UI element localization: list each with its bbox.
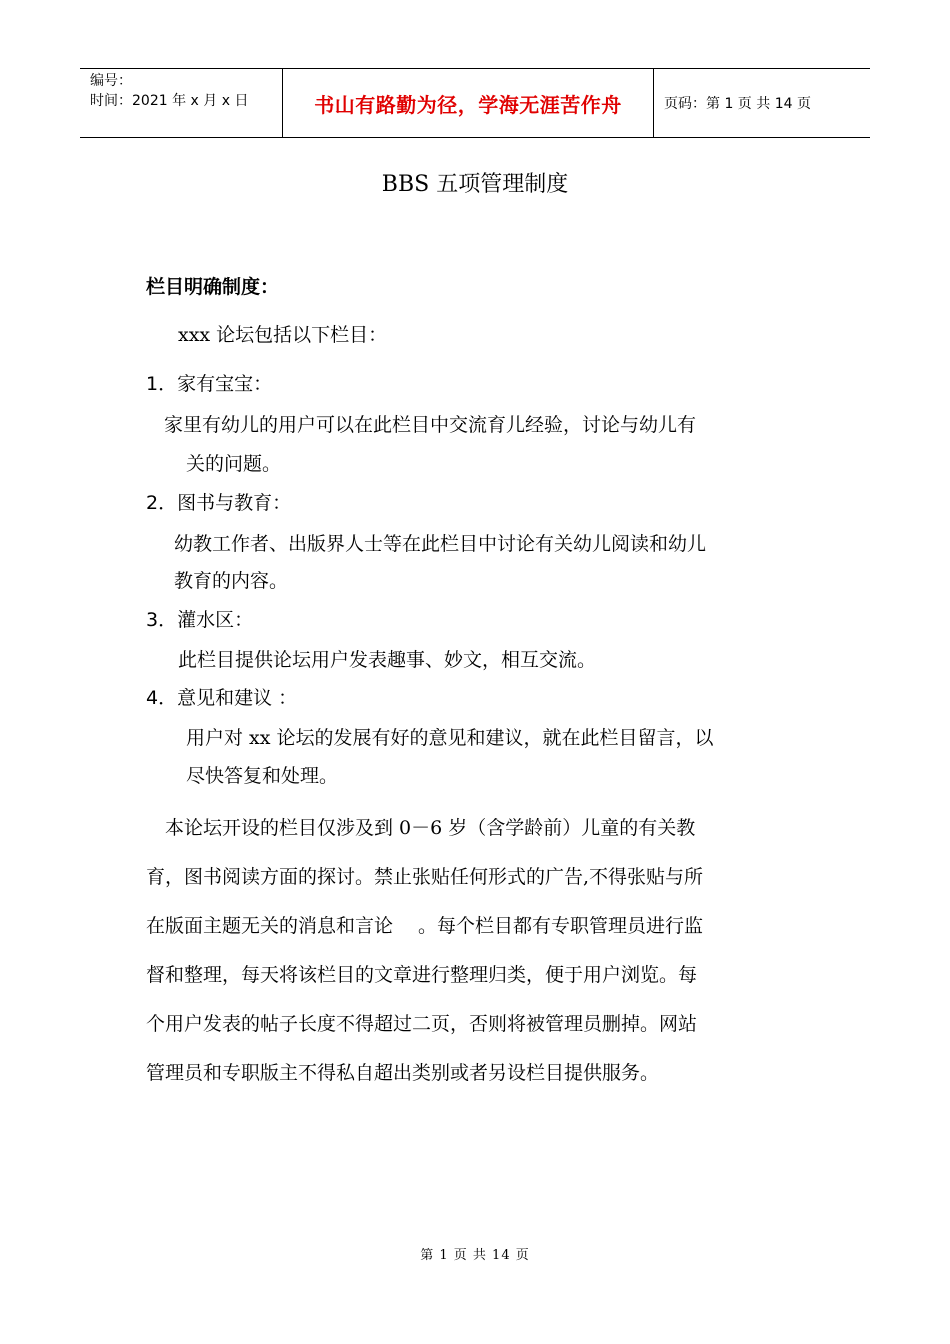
document-title: BBS 五项管理制度: [381, 172, 569, 197]
header-motto: 书山有路勤为径，学海无涯苦作舟: [282, 69, 654, 137]
serial-label: 编号：: [90, 73, 132, 89]
body-line-4: 督和整理，每天将该栏目的文章进行整理归类，便于用户浏览。每: [146, 964, 698, 986]
page-header: [80, 68, 870, 138]
list-item-2-desc-line2: 教育的内容。: [174, 570, 289, 592]
body-line-3: 在版面主题无关的消息和言论 。每个栏目都有专职管理员进行监: [146, 915, 704, 937]
list-item-3-desc-line1: 此栏目提供论坛用户发表趣事、妙文，相互交流。: [178, 649, 597, 671]
body-line-5: 个用户发表的帖子长度不得超过二页，否则将被管理员删掉。网站: [146, 1013, 698, 1035]
list-item-2-desc-line1: 幼教工作者、出版界人士等在此栏目中讨论有关幼儿阅读和幼儿: [174, 533, 707, 555]
intro-text: xxx 论坛包括以下栏目：: [178, 324, 388, 346]
list-item-name: 图书与教育：: [177, 492, 292, 514]
page-footer: 第 1 页 共 14 页: [420, 1248, 530, 1263]
body-line-6: 管理员和专职版主不得私自超出类别或者另设栏目提供服务。: [146, 1062, 660, 1084]
list-item-name: 意见和建议 ：: [177, 687, 298, 709]
list-item-number: 2．: [146, 492, 178, 514]
list-item-3-title: [146, 607, 253, 633]
list-item-name: 灌水区：: [177, 609, 254, 631]
list-item-1-desc-line2: 关的问题。: [186, 453, 282, 475]
header-page-info: 页码：第 1 页 共 14 页: [664, 96, 811, 112]
list-item-4-desc-line1: 用户对 xx 论坛的发展有好的意见和建议，就在此栏目留言，以: [186, 727, 714, 749]
body-line-2: 育，图书阅读方面的探讨。禁止张贴任何形式的广告,不得张贴与所: [146, 866, 704, 888]
list-item-4-title: [146, 685, 297, 711]
list-item-name: 家有宝宝：: [177, 373, 273, 395]
header-meta: [80, 69, 282, 137]
section-heading: 栏目明确制度：: [146, 276, 280, 298]
list-item-2-title: [146, 490, 291, 516]
list-item-1-desc-line1: 家里有幼儿的用户可以在此栏目中交流育儿经验，讨论与幼儿有: [164, 414, 697, 436]
body-line-1: 本论坛开设的栏目仅涉及到 0－6 岁（含学龄前）儿童的有关教: [146, 817, 696, 839]
list-item-number: 4．: [146, 687, 178, 709]
list-item-number: 1．: [146, 373, 178, 395]
list-item-number: 3．: [146, 609, 178, 631]
date-label: 时间：2021 年 x 月 x 日: [90, 93, 249, 109]
list-item-4-desc-line2: 尽快答复和处理。: [186, 765, 339, 787]
list-item-1-title: [146, 371, 272, 397]
